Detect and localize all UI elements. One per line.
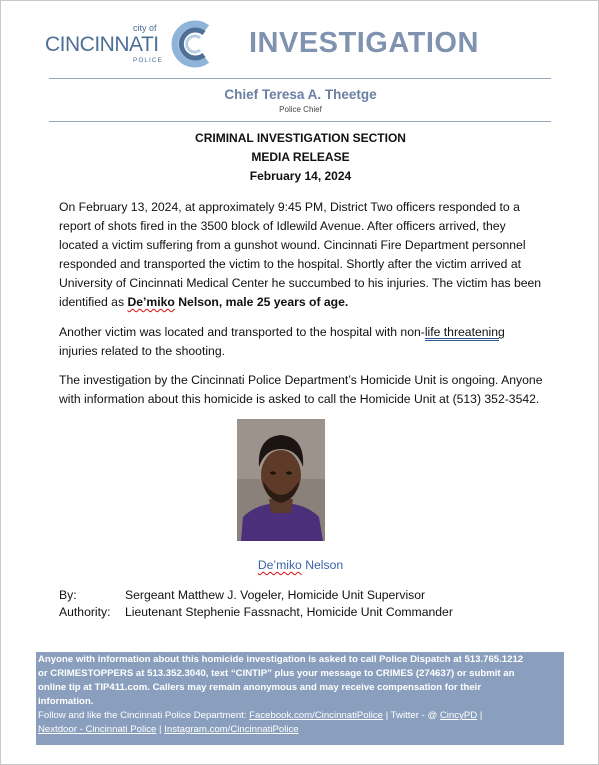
page-title: INVESTIGATION xyxy=(249,27,479,59)
logo-c-mark-icon xyxy=(169,19,215,69)
paragraph-line xyxy=(59,323,559,342)
text-prefix: Another victim was located and transported to the hospital with non- xyxy=(59,325,425,339)
header-divider-bottom xyxy=(49,121,551,122)
paragraph-contact xyxy=(59,371,559,409)
cincinnati-police-logo xyxy=(45,19,215,69)
paragraph-line: injuries related to the shooting. xyxy=(59,344,225,358)
paragraph-incident xyxy=(59,198,559,312)
logo-police: POLICE xyxy=(133,57,163,64)
signature-authority xyxy=(59,605,453,619)
footer-social-line xyxy=(38,709,562,723)
follow-text: Follow and like the Cincinnati Police Department: xyxy=(38,710,250,721)
release-type: MEDIA RELEASE xyxy=(251,150,350,164)
victim-details: Nelson, male 25 years of age. xyxy=(174,295,349,309)
chief-name: Chief Teresa A. Theetge xyxy=(224,87,377,102)
text-prefix: identified as xyxy=(59,295,128,309)
by-value: Sergeant Matthew J. Vogeler, Homicide Unit Supervisor xyxy=(125,588,426,602)
caption-last-name: Nelson xyxy=(301,558,344,572)
paragraph-line: On February 13, 2024, at approximately 9:45 PM, District Two officers responded to a xyxy=(59,200,520,214)
authority-value: Lieutenant Stephenie Fassnacht, Homicide Unit Commander xyxy=(125,605,453,619)
nextdoor-link[interactable]: Nextdoor - Cincinnati Police xyxy=(38,724,157,735)
section-heading: CRIMINAL INVESTIGATION SECTION xyxy=(195,131,406,145)
paragraph-line xyxy=(59,293,559,312)
footer-line: Anyone with information about this homicide investigation is asked to call Police Dispatch at 513.765.1212 xyxy=(38,654,524,665)
paragraph-line: with information about this homicide is asked to call the Homicide Unit at (513) 352-3542. xyxy=(59,392,540,406)
victim-first-name: De’miko xyxy=(127,295,175,309)
paragraph-line: report of shots fired in the 3500 block of Idlewild Avenue. After officers arrived, they xyxy=(59,219,506,233)
release-date: February 14, 2024 xyxy=(249,169,352,183)
photo-caption xyxy=(1,558,599,572)
separator: | xyxy=(156,724,165,735)
twitter-link[interactable]: CincyPD xyxy=(439,710,478,721)
by-label: By: xyxy=(59,588,77,602)
paragraph-line: responded and transported the victim to the hospital. Shortly after the victim arrived at xyxy=(59,257,522,271)
logo-city-of: city of xyxy=(133,23,157,33)
grammar-flagged-text: life threatening xyxy=(424,325,505,339)
caption-first-name: De’miko xyxy=(257,558,302,572)
footer-social-line-2 xyxy=(38,723,562,737)
paragraph-line: located a victim suffering from a gunshot wound. Cincinnati Fire Department personnel xyxy=(59,238,526,252)
paragraph-line: University of Cincinnati Medical Center he succumbed to his injuries. The victim has been xyxy=(59,276,542,290)
facebook-link[interactable]: Facebook.com/CincinnatiPolice xyxy=(249,710,384,721)
signature-by xyxy=(59,588,425,602)
separator: | xyxy=(477,710,483,721)
portrait-image xyxy=(237,419,325,541)
paragraph-second-victim xyxy=(59,323,559,361)
footer-line: or CRIMESTOPPERS at 513.352.3040, text “CINTIP” plus your message to CRIMES (274637) or submit an xyxy=(38,668,515,679)
victim-photo xyxy=(237,419,325,541)
logo-name: CINCINNATI xyxy=(45,33,159,56)
paragraph-line: The investigation by the Cincinnati Police Department’s Homicide Unit is ongoing. Anyone xyxy=(59,373,543,387)
authority-label: Authority: xyxy=(59,605,111,619)
chief-title: Police Chief xyxy=(279,105,322,114)
footer-line: online tip at TIP411.com. Callers may remain anonymous and may receive compensation for their xyxy=(38,682,482,693)
twitter-label: | Twitter - @ xyxy=(383,710,440,721)
tip-footer-box xyxy=(36,652,564,745)
header-divider-top xyxy=(49,78,551,79)
footer-line: information. xyxy=(38,696,94,707)
instagram-link[interactable]: Instagram.com/CincinnatiPolice xyxy=(164,724,299,735)
